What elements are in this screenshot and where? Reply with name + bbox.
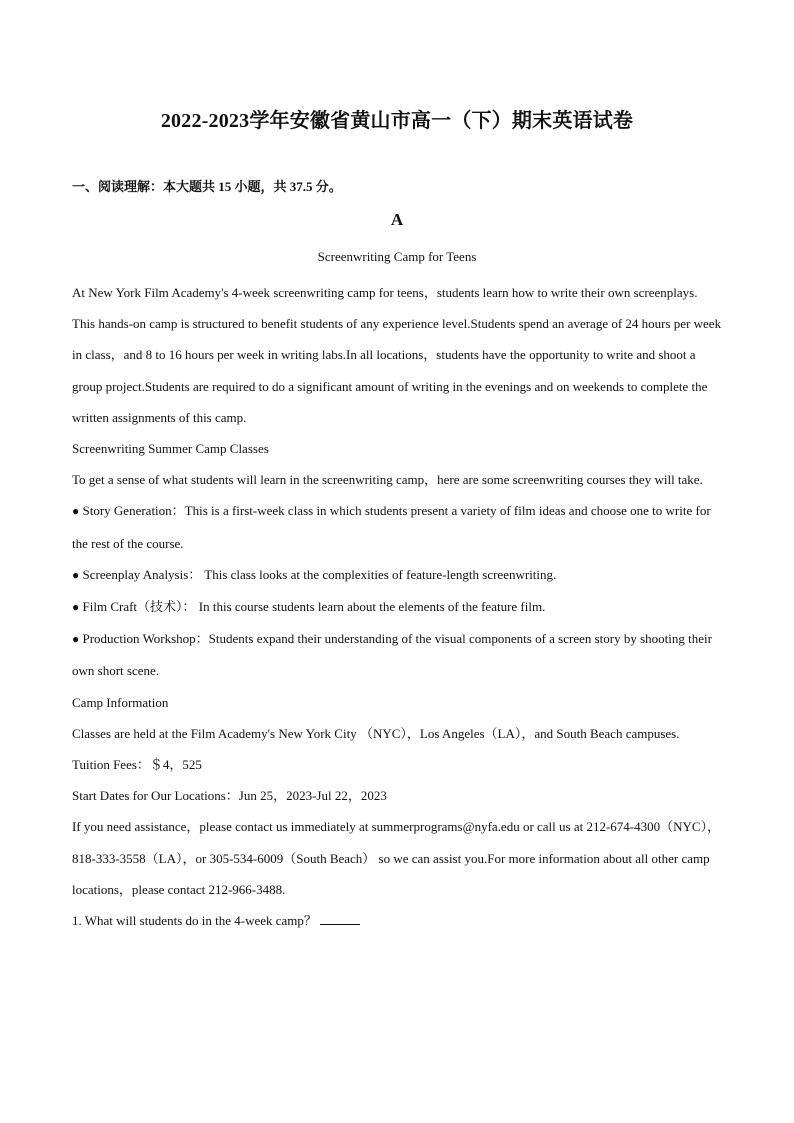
contact-paragraph: If you need assistance，please contact us immediately at summerprograms@nyfa.edu or call us at 212-674-4300（NYC），818-333-3558（LA），or 305-534-6009（South Beach） so we can assist you.For more information about all other camp locations，please contact 212-966-3488. xyxy=(72,819,721,897)
section-heading: 一、阅读理解：本大题共 15 小题，共 37.5 分。 xyxy=(72,179,342,194)
campuses-paragraph: Classes are held at the Film Academy's New York City （NYC），Los Angeles（LA），and South Beach campuses. xyxy=(72,725,680,741)
passage-title: Screenwriting Camp for Teens xyxy=(317,249,477,264)
bullet-icon: ● xyxy=(72,504,80,519)
course-item xyxy=(72,559,722,591)
passage-letter: A xyxy=(390,210,404,229)
dates-line: Start Dates for Our Locations：Jun 25，2023-Jul 22，2023 xyxy=(72,788,387,804)
bullet-icon: ● xyxy=(72,632,80,647)
intro-paragraph: At New York Film Academy's 4-week screenwriting camp for teens，students learn how to write their own screenplays. xyxy=(72,285,698,300)
exam-title: 2022-2023学年安徽省黄山市高一（下）期末英语试卷 xyxy=(160,110,634,132)
passage-body xyxy=(72,277,722,936)
answer-blank[interactable] xyxy=(320,912,360,925)
course-item xyxy=(72,591,722,623)
classes-heading: Screenwriting Summer Camp Classes xyxy=(72,441,269,457)
course-item xyxy=(72,495,722,558)
tuition-line: Tuition Fees：＄4，525 xyxy=(72,757,202,773)
classes-intro-paragraph: To get a sense of what students will learn in the screenwriting camp，here are some screenwriting courses they will take. xyxy=(72,472,703,488)
course-item xyxy=(72,623,722,686)
course-text: Production Workshop：Students expand their understanding of the visual components of a screen story by shooting their own short scene. xyxy=(72,631,712,679)
question-1 xyxy=(72,905,722,936)
course-text: Story Generation：This is a first-week class in which students present a variety of film ideas and choose one to write for the rest of the course. xyxy=(72,503,711,551)
question-text: 1. What will students do in the 4-week camp？ xyxy=(72,913,317,929)
info-heading: Camp Information xyxy=(72,694,169,710)
course-text: Film Craft（技术）： In this course students learn about the elements of the feature film. xyxy=(82,599,546,615)
structure-paragraph: This hands-on camp is structured to benefit students of any experience level.Students spend an average of 24 hours per week in class，and 8 to 16 hours per week in writing labs.In all locations，students have the opportunity to write and shoot a group project.Students are required to do a significant amount of writing in the evenings and on weekends to complete the written assignments of this camp. xyxy=(72,316,722,425)
bullet-icon: ● xyxy=(72,600,80,615)
bullet-icon: ● xyxy=(72,567,80,582)
course-text: Screenplay Analysis： This class looks at the complexities of feature-length screenwriting. xyxy=(82,566,557,582)
